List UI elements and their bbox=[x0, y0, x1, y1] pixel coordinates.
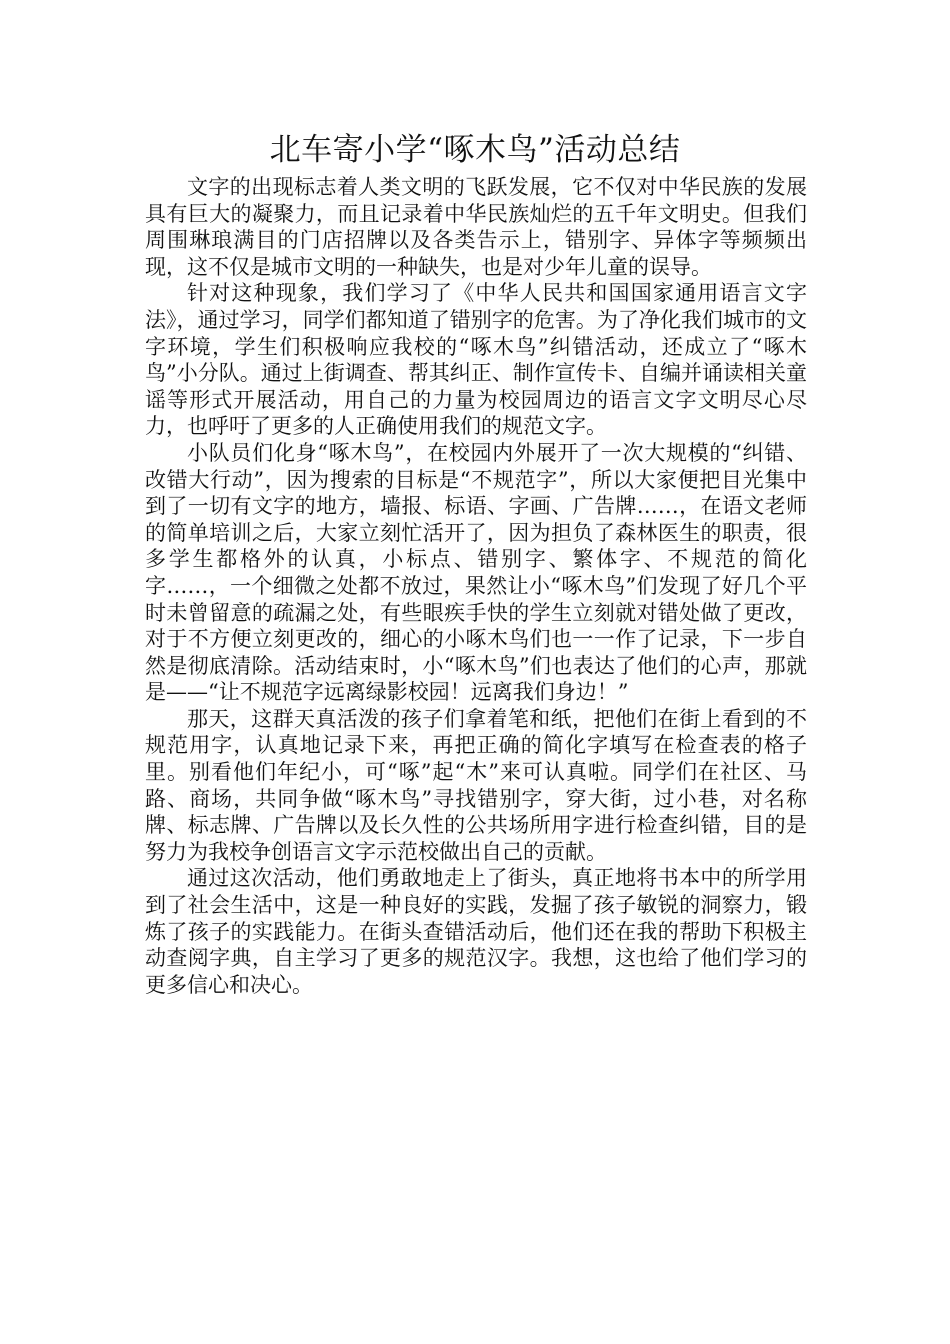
paragraph-2: 针对这种现象，我们学习了《中华人民共和国国家通用语言文字法》，通过学习，同学们都知道了错别字的危害。为了净化我们城市的文字环境，学生们积极响应我校的“啄木鸟”纠错活动，还成立了“啄木鸟”小分队。通过上街调查、帮其纠正、制作宣传卡、自编并诵读相关童谣等形式开展活动，用自己的力量为校园周边的语言文字文明尽心尽力，也呼吁了更多的人正确使用我们的规范文字。 bbox=[145, 281, 807, 439]
paragraph-3: 小队员们化身“啄木鸟”，在校园内外展开了一次大规模的“纠错、改错大行动”，因为搜索的目标是“不规范字”，所以大家便把目光集中到了一切有文字的地方，墙报、标语、字画、广告牌……，在语文老师的简单培训之后，大家立刻忙活开了，因为担负了森林医生的职责，很多学生都格外的认真，小标点、错别字、繁体字、不规范的简化字……，一个细微之处都不放过，果然让小“啄木鸟”们发现了好几个平时未曾留意的疏漏之处，有些眼疾手快的学生立刻就对错处做了更改，对于不方便立刻更改的，细心的小啄木鸟们也一一作了记录，下一步自然是彻底清除。活动结束时，小“啄木鸟”们也表达了他们的心声，那就是——“让不规范字远离绿影校园！远离我们身边！” bbox=[145, 440, 807, 705]
document-title: 北车寄小学“啄木鸟”活动总结 bbox=[269, 132, 681, 168]
paragraph-4: 那天，这群天真活泼的孩子们拿着笔和纸，把他们在街上看到的不规范用字，认真地记录下来，再把正确的简化字填写在检查表的格子里。别看他们年纪小，可“啄”起“木”来可认真啦。同学们在社区、马路、商场，共同争做“啄木鸟”寻找错别字，穿大街，过小巷，对名称牌、标志牌、广告牌以及长久性的公共场所用字进行检查纠错，目的是努力为我校争创语言文字示范校做出自己的贡献。 bbox=[145, 706, 807, 864]
paragraph-1: 文字的出现标志着人类文明的飞跃发展，它不仅对中华民族的发展具有巨大的凝聚力，而且记录着中华民族灿烂的五千年文明史。但我们周围琳琅满目的门店招牌以及各类告示上，错别字、异体字等频频出现，这不仅是城市文明的一种缺失，也是对少年儿童的误导。 bbox=[145, 175, 807, 279]
document-body bbox=[145, 174, 807, 998]
paragraph-5: 通过这次活动，他们勇敢地走上了街头，真正地将书本中的所学用到了社会生活中，这是一种良好的实践，发掘了孩子敏锐的洞察力，锻炼了孩子的实践能力。在街头查错活动后，他们还在我的帮助下积极主动查阅字典，自主学习了更多的规范汉字。我想，这也给了他们学习的更多信心和决心。 bbox=[145, 866, 807, 997]
